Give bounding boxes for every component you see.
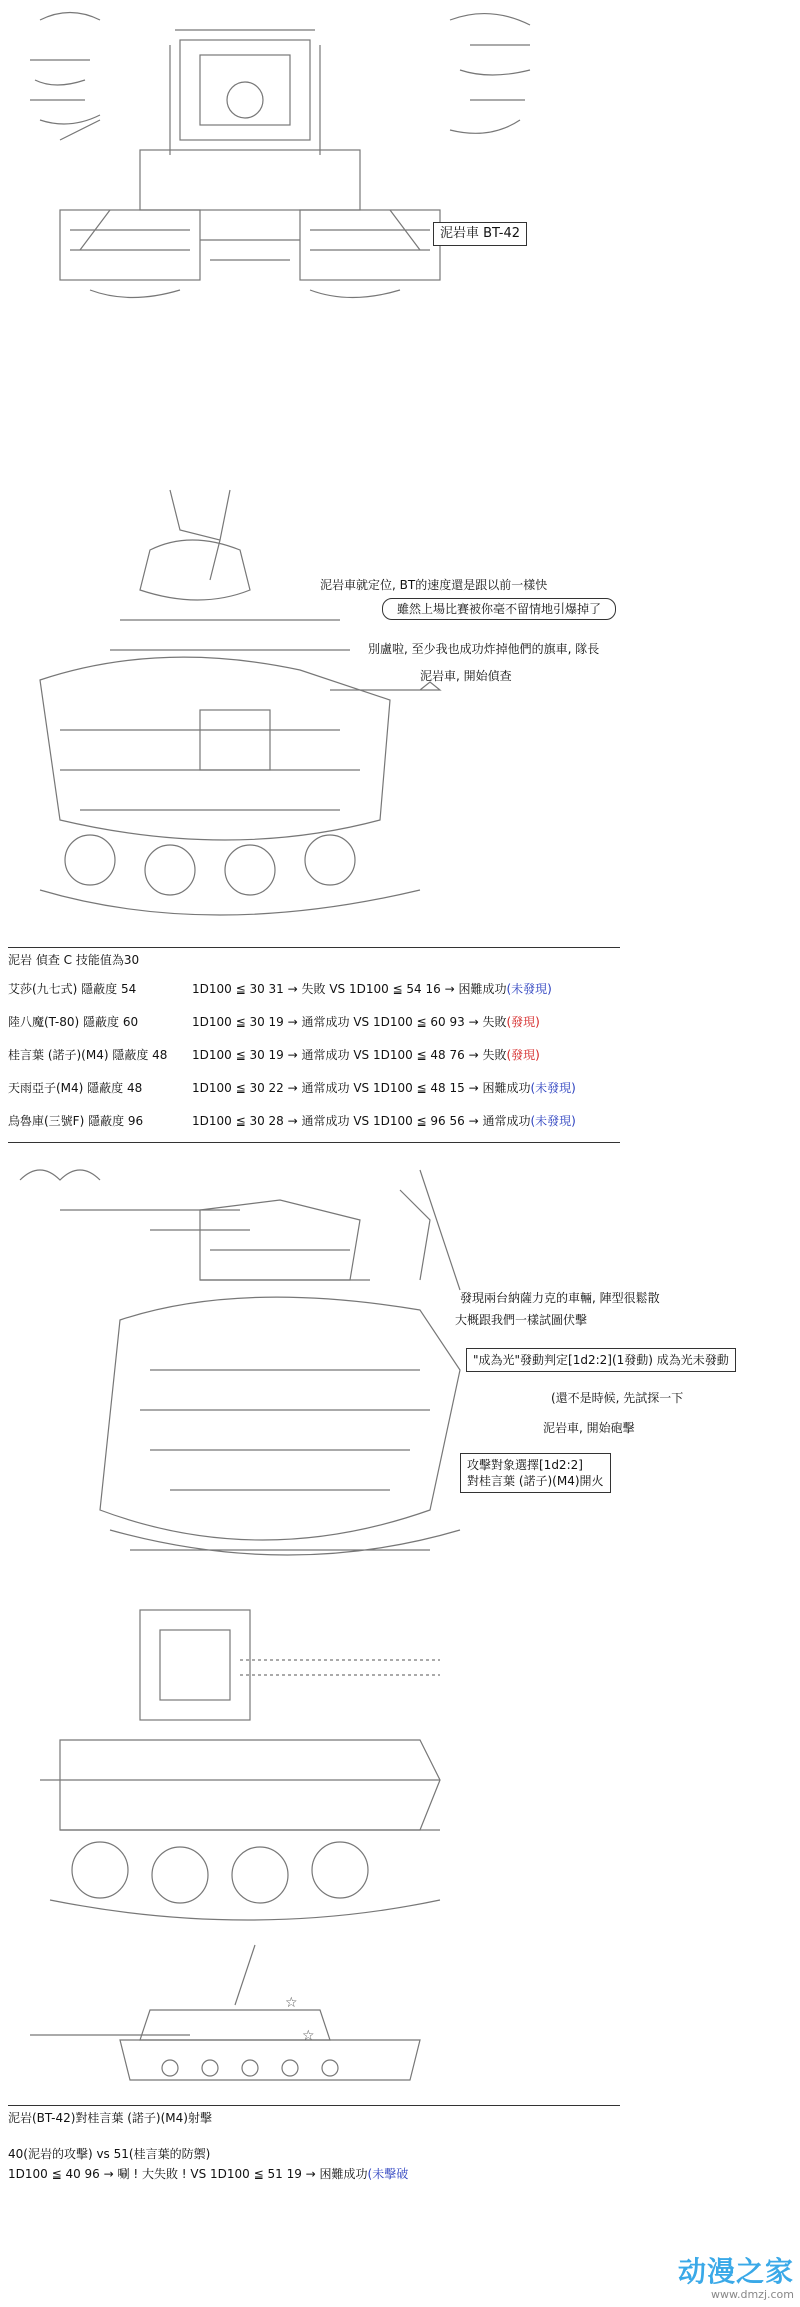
ascii-art-small-tank [0,1940,800,2090]
recon-result: (發現) [506,1048,540,1062]
skill-check-text: "成為光"發動判定[1d2:2](1發動) 成為光未發動 [473,1353,729,1367]
recon-result: (未發現) [530,1114,576,1128]
attack-result: (未擊破 [367,2167,409,2181]
recon-row [8,1005,576,1038]
recon-roll-text: 1D100 ≦ 30 19 → 通常成功 VS 1D100 ≦ 60 93 → 失敗 [192,1015,507,1029]
target-select-box [460,1453,611,1493]
target-select-line: 對桂言葉 (諾子)(M4)開火 [467,1474,604,1488]
narration-line: 發現兩台納薩力克的車輛, 陣型很鬆散 [460,1291,660,1305]
section-divider [8,947,620,948]
dialogue-line: 別盧啦, 至少我也成功炸掉他們的旗車, 隊長 [368,642,600,656]
thought-line: (還不是時候, 先試探一下 [551,1391,684,1405]
recon-roll [192,1071,576,1104]
star-icon: ☆ [285,1995,298,2011]
site-watermark [678,2250,794,2301]
attack-header: 泥岩(BT-42)對桂言葉 (諾子)(M4)射擊 [8,2111,212,2125]
recon-target: 天雨亞子(M4) 隱蔽度 48 [8,1081,143,1095]
recon-row [8,1104,576,1137]
recon-roll [192,1005,576,1038]
recon-roll [192,972,576,1005]
recon-roll [192,1038,576,1071]
section-divider [8,2105,620,2106]
recon-roll [192,1104,576,1137]
ascii-art-bt42-tank [0,0,800,310]
ascii-art-ambush-scene [0,1150,800,1595]
speech-bubble [382,598,616,620]
watermark-url: www.dmzj.com [711,2288,794,2301]
attack-roll-line [8,2166,408,2182]
speech-bubble-text: 雖然上場比賽被你毫不留情地引爆掉了 [397,602,602,616]
recon-roll-text: 1D100 ≦ 30 19 → 通常成功 VS 1D100 ≦ 48 76 → 失敗 [192,1048,507,1062]
recon-row [8,1038,576,1071]
recon-target: 烏魯庫(三號F) 隱蔽度 96 [8,1114,144,1128]
narration-line: 泥岩車就定位, BT的速度還是跟以前一樣快 [320,578,548,592]
recon-target: 艾莎(九七式) 隱蔽度 54 [8,982,137,996]
recon-roll-text: 1D100 ≦ 30 31 → 失敗 VS 1D100 ≦ 54 16 → 困難成功 [192,982,507,996]
recon-result: (發現) [506,1015,540,1029]
ascii-art-girl-on-tank [0,470,800,950]
tank-label-box [433,222,527,246]
recon-target: 陸八魔(T-80) 隱蔽度 60 [8,1015,139,1029]
recon-result: (未發現) [530,1081,576,1095]
recon-row [8,972,576,1005]
dialogue-line: 泥岩車, 開始偵查 [420,669,512,683]
recon-roll-text: 1D100 ≦ 30 28 → 通常成功 VS 1D100 ≦ 96 56 → 通常成功 [192,1114,531,1128]
target-select-line: 攻擊對象選擇[1d2:2] [467,1458,583,1472]
recon-target: 桂言葉 (諾子)(M4) 隱蔽度 48 [8,1048,168,1062]
star-icon: ☆ [302,2028,315,2044]
recon-row [8,1071,576,1104]
recon-table [8,972,576,1137]
ascii-art-tank-firing [0,1600,800,1935]
recon-header: 泥岩 偵查 C 技能值為30 [8,953,140,967]
skill-check-box [466,1348,736,1372]
recon-roll-text: 1D100 ≦ 30 22 → 通常成功 VS 1D100 ≦ 48 15 → 困難成功 [192,1081,531,1095]
attack-roll-text: 1D100 ≦ 40 96 → 唰 ! 大失敗 ! VS 1D100 ≦ 51 19 → 困難成功 [8,2167,368,2181]
attack-line: 40(泥岩的攻擊) vs 51(桂言葉的防禦) [8,2147,211,2161]
section-divider [8,1142,620,1143]
recon-result: (未發現) [506,982,552,996]
narration-line: 大概跟我們一樣試圖伏擊 [455,1313,588,1327]
dialogue-line: 泥岩車, 開始砲擊 [543,1421,635,1435]
tank-label: 泥岩車 BT-42 [440,226,521,241]
watermark-logo: 动漫之家 [677,2255,794,2288]
